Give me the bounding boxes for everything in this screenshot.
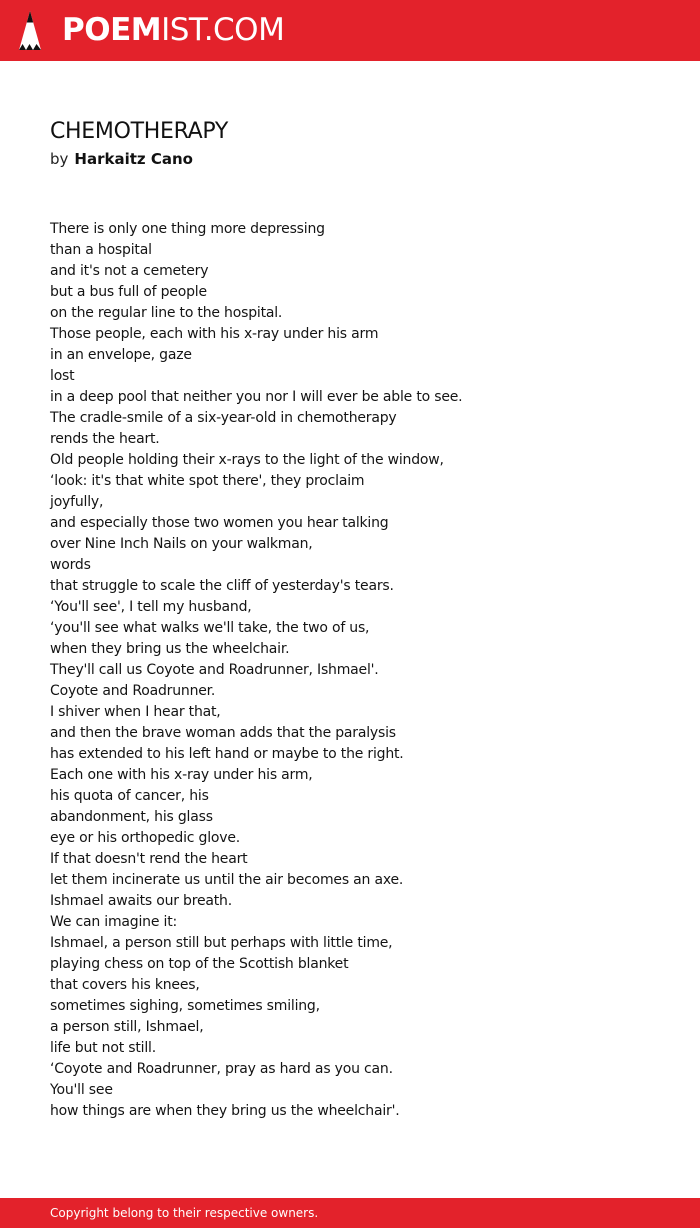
- poem-line: We can imagine it:: [50, 914, 178, 930]
- site-logo[interactable]: [62, 12, 284, 48]
- logo-text-bold: POEM: [62, 12, 162, 48]
- site-header: [0, 0, 700, 61]
- author-name: Harkaitz Cano: [74, 150, 193, 168]
- poem-line: There is only one thing more depressing: [50, 221, 325, 237]
- poem-line: ‘Coyote and Roadrunner, pray as hard as you can.: [50, 1061, 393, 1077]
- poem-line: that covers his knees,: [50, 977, 200, 993]
- poem-line: Those people, each with his x-ray under his arm: [50, 326, 379, 342]
- poem-line: lost: [50, 368, 75, 384]
- poem-line: Ishmael awaits our breath.: [50, 893, 232, 909]
- poem-line: and then the brave woman adds that the paralysis: [50, 725, 396, 741]
- poem-line: in an envelope, gaze: [50, 347, 192, 363]
- poem-line: on the regular line to the hospital.: [50, 305, 283, 321]
- poem-line: has extended to his left hand or maybe to the right.: [50, 746, 404, 762]
- poem-line: You'll see: [50, 1082, 113, 1098]
- poem-line: sometimes sighing, sometimes smiling,: [50, 998, 320, 1014]
- poem-line: Ishmael, a person still but perhaps with little time,: [50, 935, 393, 951]
- byline: [50, 149, 193, 169]
- poem-title: CHEMOTHERAPY: [50, 119, 229, 144]
- poem-line: words: [50, 557, 91, 573]
- by-label: by: [50, 150, 69, 168]
- poem-line: If that doesn't rend the heart: [50, 851, 248, 867]
- poem-body: [50, 219, 650, 1122]
- copyright-text: Copyright belong to their respective owners.: [50, 1206, 319, 1220]
- poem-line: ‘you'll see what walks we'll take, the two of us,: [50, 620, 370, 636]
- poem-line: rends the heart.: [50, 431, 160, 447]
- poem-line: but a bus full of people: [50, 284, 207, 300]
- poem-line: a person still, Ishmael,: [50, 1019, 204, 1035]
- logo-text-light: IST.COM: [161, 12, 285, 48]
- poem-line: let them incinerate us until the air becomes an axe.: [50, 872, 404, 888]
- poem-line: and it's not a cemetery: [50, 263, 209, 279]
- poem-line: than a hospital: [50, 242, 152, 258]
- poem-line: his quota of cancer, his: [50, 788, 209, 804]
- poem-line: that struggle to scale the cliff of yesterday's tears.: [50, 578, 394, 594]
- poem-line: in a deep pool that neither you nor I will ever be able to see.: [50, 389, 463, 405]
- poem-line: Each one with his x-ray under his arm,: [50, 767, 313, 783]
- poem-line: how things are when they bring us the wheelchair'.: [50, 1103, 400, 1119]
- poem-line: when they bring us the wheelchair.: [50, 641, 290, 657]
- poem-line: They'll call us Coyote and Roadrunner, Ishmael'.: [50, 662, 379, 678]
- pencil-icon: [18, 10, 42, 52]
- poem-line: playing chess on top of the Scottish blanket: [50, 956, 349, 972]
- poem-line: over Nine Inch Nails on your walkman,: [50, 536, 313, 552]
- poem-line: joyfully,: [50, 494, 104, 510]
- poem-line: Old people holding their x-rays to the light of the window,: [50, 452, 444, 468]
- poem-line: life but not still.: [50, 1040, 156, 1056]
- poem-line: I shiver when I hear that,: [50, 704, 221, 720]
- poem-line: The cradle-smile of a six-year-old in chemotherapy: [50, 410, 397, 426]
- poem-line: eye or his orthopedic glove.: [50, 830, 241, 846]
- poem-line: ‘You'll see', I tell my husband,: [50, 599, 252, 615]
- site-footer: [0, 1198, 700, 1228]
- poem-line: ‘look: it's that white spot there', they proclaim: [50, 473, 365, 489]
- poem-line: and especially those two women you hear talking: [50, 515, 389, 531]
- poem-line: Coyote and Roadrunner.: [50, 683, 216, 699]
- poem-line: abandonment, his glass: [50, 809, 213, 825]
